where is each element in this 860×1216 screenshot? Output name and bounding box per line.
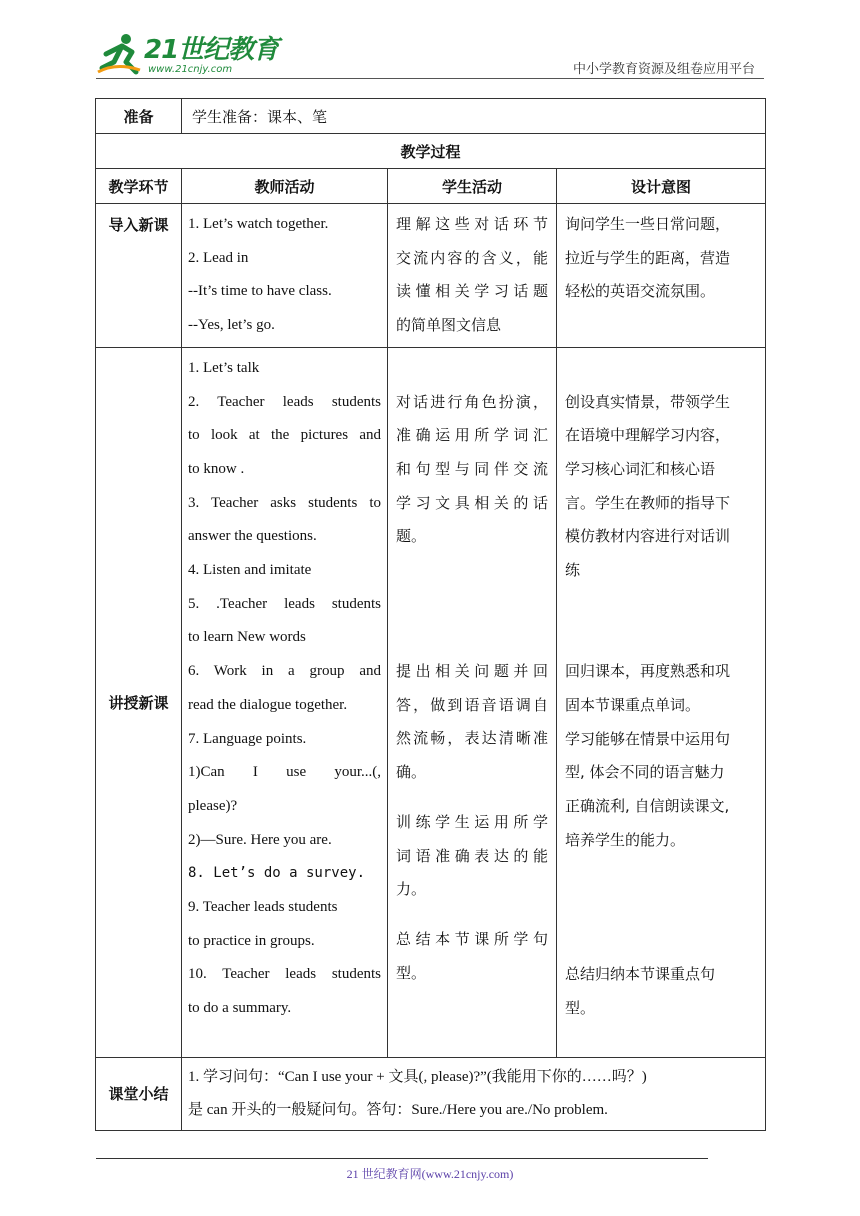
intro-teacher-line: 1. Let’s watch together. (188, 216, 329, 232)
teach-intent-cell (557, 347, 766, 1057)
intro-teacher-line: --Yes, let’s go. (188, 317, 275, 334)
lesson-plan-table (95, 98, 766, 1131)
intro-intent-line: 询问学生一些日常问题， (565, 215, 731, 233)
teach-intent-line: 型, 体会不同的语言魅力 (565, 763, 725, 782)
teach-intent-line: 创设真实情景，带领学生 (565, 392, 731, 411)
teach-intent-line: 培养学生的能力。 (565, 830, 686, 849)
process-title-row (96, 134, 766, 169)
teach-teacher-line: 6. Work in a group and (188, 663, 381, 680)
teach-student-line: 总结本节课所学句 (396, 930, 548, 948)
logo-title: 21世纪教育 (144, 35, 279, 65)
process-title: 教学过程 (96, 134, 766, 169)
teach-student-line: 然流畅，表达清晰准 (396, 729, 548, 748)
teach-student-line: 力。 (396, 880, 427, 899)
teach-student-line: 题。 (396, 527, 427, 546)
teach-intent-line: 固本节课重点单词。 (565, 695, 701, 714)
intro-stage: 导入新课 (96, 204, 182, 348)
teach-teacher-line: 9. Teacher leads students (188, 899, 338, 916)
teach-student-cell (388, 347, 557, 1057)
teach-teacher-line: 1. Let’s talk (188, 359, 260, 376)
teach-intent-line: 在语境中理解学习内容， (565, 426, 731, 445)
teach-intent-line: 正确流利, 自信朗读课文, (565, 796, 730, 815)
column-header-row (96, 169, 766, 204)
teach-teacher-line: 3. Teacher asks students to (188, 494, 381, 511)
teach-student-line: 训练学生运用所学 (396, 812, 548, 831)
teach-teacher-line: 5. .Teacher leads students (188, 595, 381, 612)
summary-line: 是 can 开头的一般疑问句。答句：Sure./Here you are./No problem. (188, 1101, 608, 1118)
prep-row (96, 99, 766, 134)
teach-teacher-line: 4. Listen and imitate (188, 562, 312, 579)
teach-student-line: 型。 (396, 963, 427, 982)
intro-student-line: 的简单图文信息 (396, 316, 502, 335)
teach-intent-line: 学习核心词汇和核心语 (565, 459, 716, 478)
teach-intent-line: 回归课本，再度熟悉和巩 (565, 662, 731, 681)
runner-logo-icon (96, 32, 142, 76)
footer-divider (96, 1158, 708, 1159)
teach-teacher-cell (182, 347, 388, 1057)
teach-teacher-line: 1)Can I use your...(, (188, 764, 381, 781)
intro-teacher-line: --It’s time to have class. (188, 283, 332, 300)
teach-student-line: 学习文具相关的话 (396, 493, 548, 512)
summary-line: 1. 学习问句：“Can I use your + 文具(, please)?”(我能用下你的……吗？) (188, 1068, 647, 1085)
logo-url: www.21cnjy.com (148, 64, 233, 75)
teach-student-line: 和句型与同伴交流 (396, 459, 548, 478)
teach-row (96, 347, 766, 1057)
intro-row (96, 204, 766, 348)
header-divider (96, 78, 764, 79)
teach-intent-line: 型。 (565, 999, 596, 1018)
logo (96, 32, 278, 76)
teach-teacher-line: 8. Let’s do a survey. (188, 865, 366, 882)
teach-teacher-line: to practice in groups. (188, 932, 315, 949)
column-header-teacher: 教师活动 (182, 169, 388, 204)
prep-label: 准备 (96, 99, 182, 134)
teach-teacher-line: to know . (188, 460, 245, 477)
intro-student-cell (388, 204, 557, 348)
teach-intent-line: 练 (565, 561, 581, 580)
intro-teacher-cell (182, 204, 388, 348)
teach-intent-line: 言。学生在教师的指导下 (565, 493, 731, 512)
teach-intent-line: 总结归纳本节课重点句 (565, 965, 716, 984)
page-header (0, 0, 860, 80)
teach-teacher-line: read the dialogue together. (188, 696, 348, 713)
intro-student-line: 交流内容的含义，能 (396, 248, 548, 267)
intro-student-line: 理解这些对话环节 (396, 215, 548, 233)
summary-stage: 课堂小结 (96, 1057, 182, 1130)
teach-teacher-line: to do a summary. (188, 1000, 292, 1017)
summary-content-cell (182, 1057, 766, 1130)
column-header-student: 学生活动 (388, 169, 557, 204)
teach-teacher-line: 10. Teacher leads students (188, 966, 381, 983)
teach-teacher-line: answer the questions. (188, 528, 317, 545)
teach-student-line: 准确运用所学词汇 (396, 426, 548, 445)
column-header-stage: 教学环节 (96, 169, 182, 204)
teach-student-line: 提出相关问题并回 (396, 662, 548, 681)
footer-source: 21 世纪教育网(www.21cnjy.com) (346, 1167, 514, 1181)
teach-teacher-line: 2. Teacher leads students (188, 393, 381, 410)
intro-student-line: 读懂相关学习话题 (396, 282, 548, 301)
teach-intent-line: 学习能够在情景中运用句 (565, 729, 731, 748)
teach-stage: 讲授新课 (96, 347, 182, 1057)
teach-student-line: 确。 (396, 763, 427, 782)
teach-teacher-line: to look at the pictures and (188, 427, 381, 444)
summary-row (96, 1057, 766, 1130)
column-header-intent: 设计意图 (557, 169, 766, 204)
intro-intent-line: 轻松的英语交流氛围。 (565, 282, 716, 301)
intro-teacher-line: 2. Lead in (188, 249, 249, 266)
prep-content: 学生准备：课本、笔 (182, 99, 766, 134)
teach-teacher-line: 2)—Sure. Here you are. (188, 831, 332, 848)
teach-teacher-line: please)? (188, 797, 238, 814)
teach-teacher-line: 7. Language points. (188, 730, 307, 747)
intro-intent-line: 拉近与学生的距离，营造 (565, 248, 731, 267)
platform-name: 中小学教育资源及组卷应用平台 (573, 62, 756, 77)
teach-student-line: 对话进行角色扮演， (396, 392, 548, 411)
intro-intent-cell (557, 204, 766, 348)
teach-student-line: 词语准确表达的能 (396, 846, 548, 865)
teach-student-line: 答，做到语音语调自 (396, 695, 548, 714)
teach-intent-line: 模仿教材内容进行对话训 (565, 527, 731, 546)
teach-teacher-line: to learn New words (188, 629, 306, 646)
